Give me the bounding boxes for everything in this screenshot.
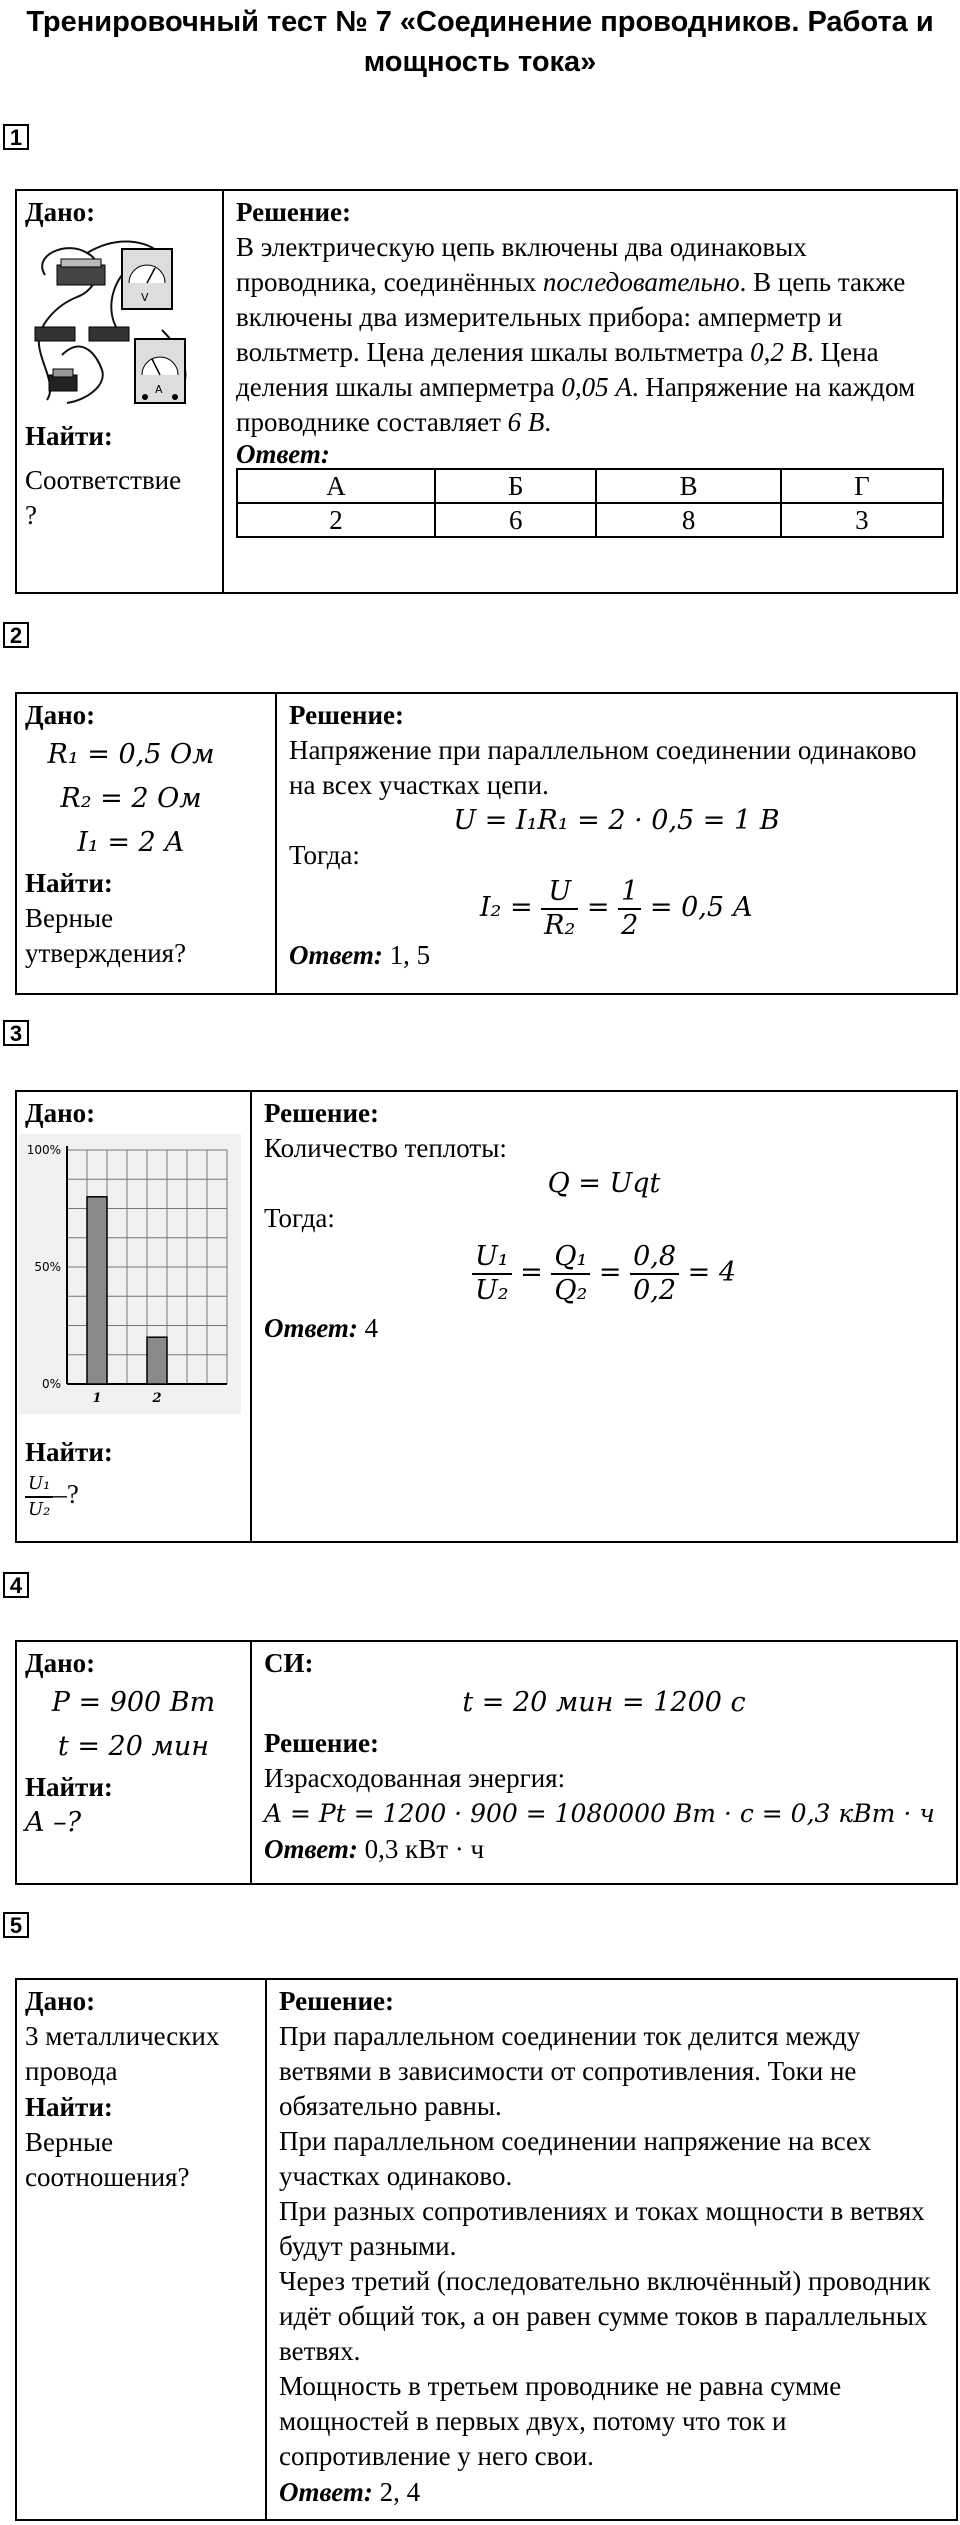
x-tick-label: 1	[92, 1391, 102, 1406]
y-tick-label: 100%	[26, 1143, 61, 1157]
find-label: Найти:	[25, 2092, 113, 2122]
given-label: Дано:	[25, 1986, 96, 2016]
find-value: Верные утверждения?	[25, 903, 187, 968]
formula-voltage: U = I₁R₁ = 2 · 0,5 = 1 В	[453, 805, 780, 836]
circuit-illustration	[27, 235, 211, 413]
task-4-card	[15, 1640, 958, 1885]
task-3-solution-column	[252, 1092, 956, 1541]
given-label: Дано:	[25, 1098, 96, 1128]
solution-paragraph-1: При параллельном соединении ток делится между ветвями в зависимости от сопротивления. Токи не обязательно равны.	[279, 2021, 861, 2121]
solution-paragraph-5: Мощность в третьем проводнике не равна сумме мощностей в первых двух, потому что ток и сопротивление у него свои.	[279, 2371, 842, 2471]
ammeter-label: A	[155, 383, 163, 396]
answer-header-b: Б	[435, 469, 596, 503]
solution-text: Количество теплоты:	[264, 1133, 507, 1163]
answer-label: Ответ:	[236, 439, 330, 469]
task-3-given-column	[17, 1092, 252, 1541]
find-label: Найти:	[25, 1437, 113, 1467]
answer-value-a: 2	[237, 503, 435, 537]
task-5-solution-column	[267, 1980, 956, 2519]
solution-label: Решение:	[279, 1986, 394, 2016]
find-value: Соответствие ?	[25, 465, 182, 530]
then-label: Тогда:	[289, 840, 360, 870]
task-number-5: 5	[3, 1912, 29, 1938]
formula-ratio: $\frac{\text{U₁}}{\text{U₂}}$ = $\frac{\text{Q₁}}{\text{Q₂}}$ = $\frac{0,8}{0,2}$ = 4	[264, 1236, 944, 1310]
solution-paragraph-2: При параллельном соединении напряжение на всех участках одинаково.	[279, 2126, 872, 2191]
task-number-3: 3	[3, 1020, 29, 1046]
answer-line: Ответ: 1, 5	[289, 940, 431, 970]
task-4-solution-column	[252, 1642, 956, 1883]
solution-label: Решение:	[264, 1728, 379, 1758]
task-2-solution-column	[277, 694, 956, 993]
then-label: Тогда:	[264, 1203, 335, 1233]
solution-text: В электрическую цепь включены два одинаковых проводника, соединённых последовательно. В цепь также включены два измерительных прибора: амперметр и вольтметр. Цена деления шкалы вольтметра 0,2 В. Цена деления шкалы амперметра 0,05 А. Напряжение на каждом проводнике составляет 6 В.	[236, 232, 916, 437]
answer-value-b: 6	[435, 503, 596, 537]
page-title: Тренировочный тест № 7 «Соединение проводников. Работа и мощность тока»	[26, 6, 934, 78]
task-3-card	[15, 1090, 958, 1543]
given-r2: R₂ = 2 Ом	[60, 783, 202, 814]
task-1-card	[15, 189, 958, 594]
si-value: t = 20 мин = 1200 с	[462, 1687, 746, 1718]
find-value: A –?	[25, 1807, 82, 1838]
answer-header-a: А	[237, 469, 435, 503]
formula-energy: A = Pt = 1200 · 900 = 1080000 Вт · с = 0,3 кВт · ч	[264, 1799, 935, 1828]
solution-text: Напряжение при параллельном соединении одинаково на всех участках цепи.	[289, 735, 917, 800]
find-value: Верные соотношения?	[25, 2127, 190, 2192]
answer-header-v: В	[596, 469, 780, 503]
task-number-4: 4	[3, 1572, 29, 1598]
solution-label: Решение:	[236, 197, 351, 227]
answer-value-g: 3	[781, 503, 943, 537]
bar-1	[87, 1197, 107, 1384]
chart-background	[19, 1134, 241, 1414]
find-label: Найти:	[25, 868, 113, 898]
voltmeter-label: V	[141, 291, 149, 304]
answer-line: Ответ: 4	[264, 1313, 379, 1343]
solution-label: Решение:	[264, 1098, 379, 1128]
answer-header-g: Г	[781, 469, 943, 503]
task-number-1: 1	[3, 124, 29, 150]
find-label: Найти:	[25, 1772, 113, 1802]
bar-2	[147, 1337, 167, 1384]
x-tick-label: 2	[152, 1391, 162, 1406]
answer-value-v: 8	[596, 503, 780, 537]
given-label: Дано:	[25, 700, 96, 730]
solution-paragraph-3: При разных сопротивлениях и токах мощности в ветвях будут разными.	[279, 2196, 925, 2261]
task-1-solution-column	[224, 191, 956, 592]
si-label: СИ:	[264, 1648, 314, 1678]
y-tick-label: 50%	[34, 1260, 61, 1274]
formula-heat: Q = Uqt	[547, 1168, 661, 1199]
answer-line: Ответ: 2, 4	[279, 2477, 421, 2507]
task-5-given-column	[17, 1980, 267, 2519]
find-label: Найти:	[25, 421, 113, 451]
solution-label: Решение:	[289, 700, 404, 730]
given-time: t = 20 мин	[57, 1731, 210, 1762]
answer-line: Ответ: 0,3 кВт · ч	[264, 1834, 485, 1864]
given-label: Дано:	[25, 197, 96, 227]
solution-paragraph-4: Через третий (последовательно включённый) проводник идёт общий ток, а он равен сумме токов в параллельных ветвях.	[279, 2266, 931, 2366]
task-4-given-column	[17, 1642, 252, 1883]
y-tick-label: 0%	[41, 1377, 61, 1391]
formula-current: I₂ = $\frac{U}{\text{R₂}}$ = $\frac{1}{2}$ = 0,5 А	[479, 875, 754, 941]
task-5-card	[15, 1978, 958, 2521]
solution-text: Израсходованная энергия:	[264, 1763, 566, 1793]
find-ratio: $\frac{\text{U₁}}{\text{U₂}}$ –?	[25, 1472, 79, 1522]
answer-table	[236, 468, 944, 538]
given-power: P = 900 Вт	[51, 1687, 216, 1718]
bar-chart	[19, 1134, 241, 1414]
given-label: Дано:	[25, 1648, 96, 1678]
task-number-2: 2	[3, 622, 29, 648]
given-r1: R₁ = 0,5 Ом	[47, 739, 215, 770]
task-2-card	[15, 692, 958, 995]
task-2-given-column	[17, 694, 277, 993]
given-i1: I₁ = 2 А	[77, 827, 185, 858]
given-value: 3 металлических провода	[25, 2021, 220, 2086]
task-1-given-column	[17, 191, 224, 592]
